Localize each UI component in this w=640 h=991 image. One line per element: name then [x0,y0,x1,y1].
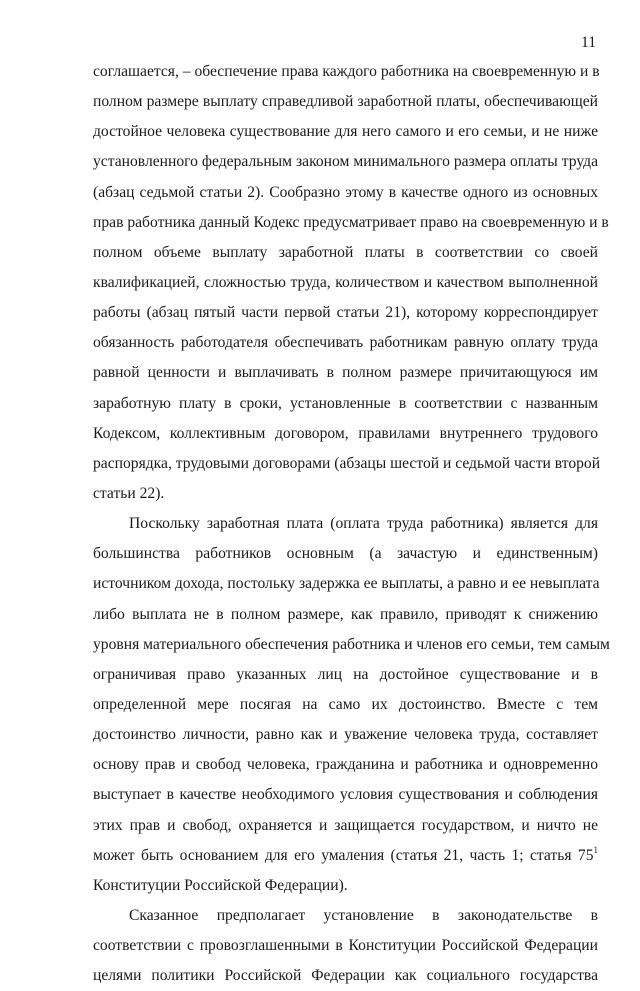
superscript-marker: 1 [593,844,598,855]
text-line: Конституции Российской Федерации). [93,876,348,894]
text-line: соответствии с провозглашенными в Конституции Российской Федерации [93,937,598,955]
text-line: ограничивая право указанных лиц на достойное существование и в [93,665,598,683]
text-line: Сказанное предполагает установление в законодательстве в [129,906,598,924]
text-line: установленного федеральным законом минимального размера оплаты труда [93,153,598,171]
text-line: обязанность работодателя обеспечивать работникам равную оплату труда [93,334,598,352]
text-line: Поскольку заработная плата (оплата труда работника) является для [129,515,598,533]
text-line: (абзац седьмой статьи 2). Сообразно этому в качестве одного из основных [93,183,598,201]
text-line: полном объеме выплату заработной платы в соответствии со своей [93,243,598,261]
text-line: соглашается, – обеспечение права каждого работника на своевременную и в [93,63,600,80]
text-line: достойное человека существование для него самого и его семьи, и не ниже [93,123,598,141]
text-line: статьи 22). [93,484,165,502]
text-line: этих прав и свобод, охраняется и защищается государством, и ничто не [93,816,598,834]
text-line-with-footnote [93,841,598,871]
paragraph-1 [93,57,609,509]
text-line: полном размере выплату справедливой заработной платы, обеспечивающей [93,93,598,111]
text-line: Кодексом, коллективным договором, правилами внутреннего трудового [93,424,598,442]
text-line: заработную плату в сроки, установленные в соответствии с названным [93,394,598,412]
text-line: определенной мере посягая на само их достоинство. Вместе с тем [93,695,598,713]
page-number: 11 [580,34,596,51]
text-line: источником дохода, постольку задержка ее выплаты, а равно и ее невыплата [93,575,600,593]
document-body [93,57,610,991]
text-line: распорядка, трудовыми договорами (абзацы шестой и седьмой части второй [93,454,601,472]
text-line: прав работника данный Кодекс предусматривает право на своевременную и в [93,213,609,231]
text-line: выступает в качестве необходимого условия существования и соблюдения [93,786,598,804]
text-line: основу прав и свобод человека, гражданина и работника и одновременно [93,756,598,774]
text-line: уровня материального обеспечения работника и членов его семьи, тем самым [93,635,610,653]
text-line-content: может быть основанием для его умаления (статья 21, часть 1; статья 75 [93,846,594,864]
text-line: равной ценности и выплачивать в полном размере причитающуюся им [93,364,598,382]
text-line: достоинство личности, равно как и уважение человека труда, составляет [93,726,598,744]
paragraph-3 [93,901,598,991]
text-line: либо выплата не в полном размере, как правило, приводят к снижению [93,605,598,623]
text-line: квалификацией, сложностью труда, количеством и качеством выполненной [93,273,598,291]
text-line: работы (абзац пятый части первой статьи 21), которому корреспондирует [93,304,598,322]
text-line: большинства работников основным (а зачастую и единственным) [93,545,598,563]
paragraph-2 [93,509,610,901]
text-line: целями политики Российской Федерации как социального государства [93,967,598,985]
